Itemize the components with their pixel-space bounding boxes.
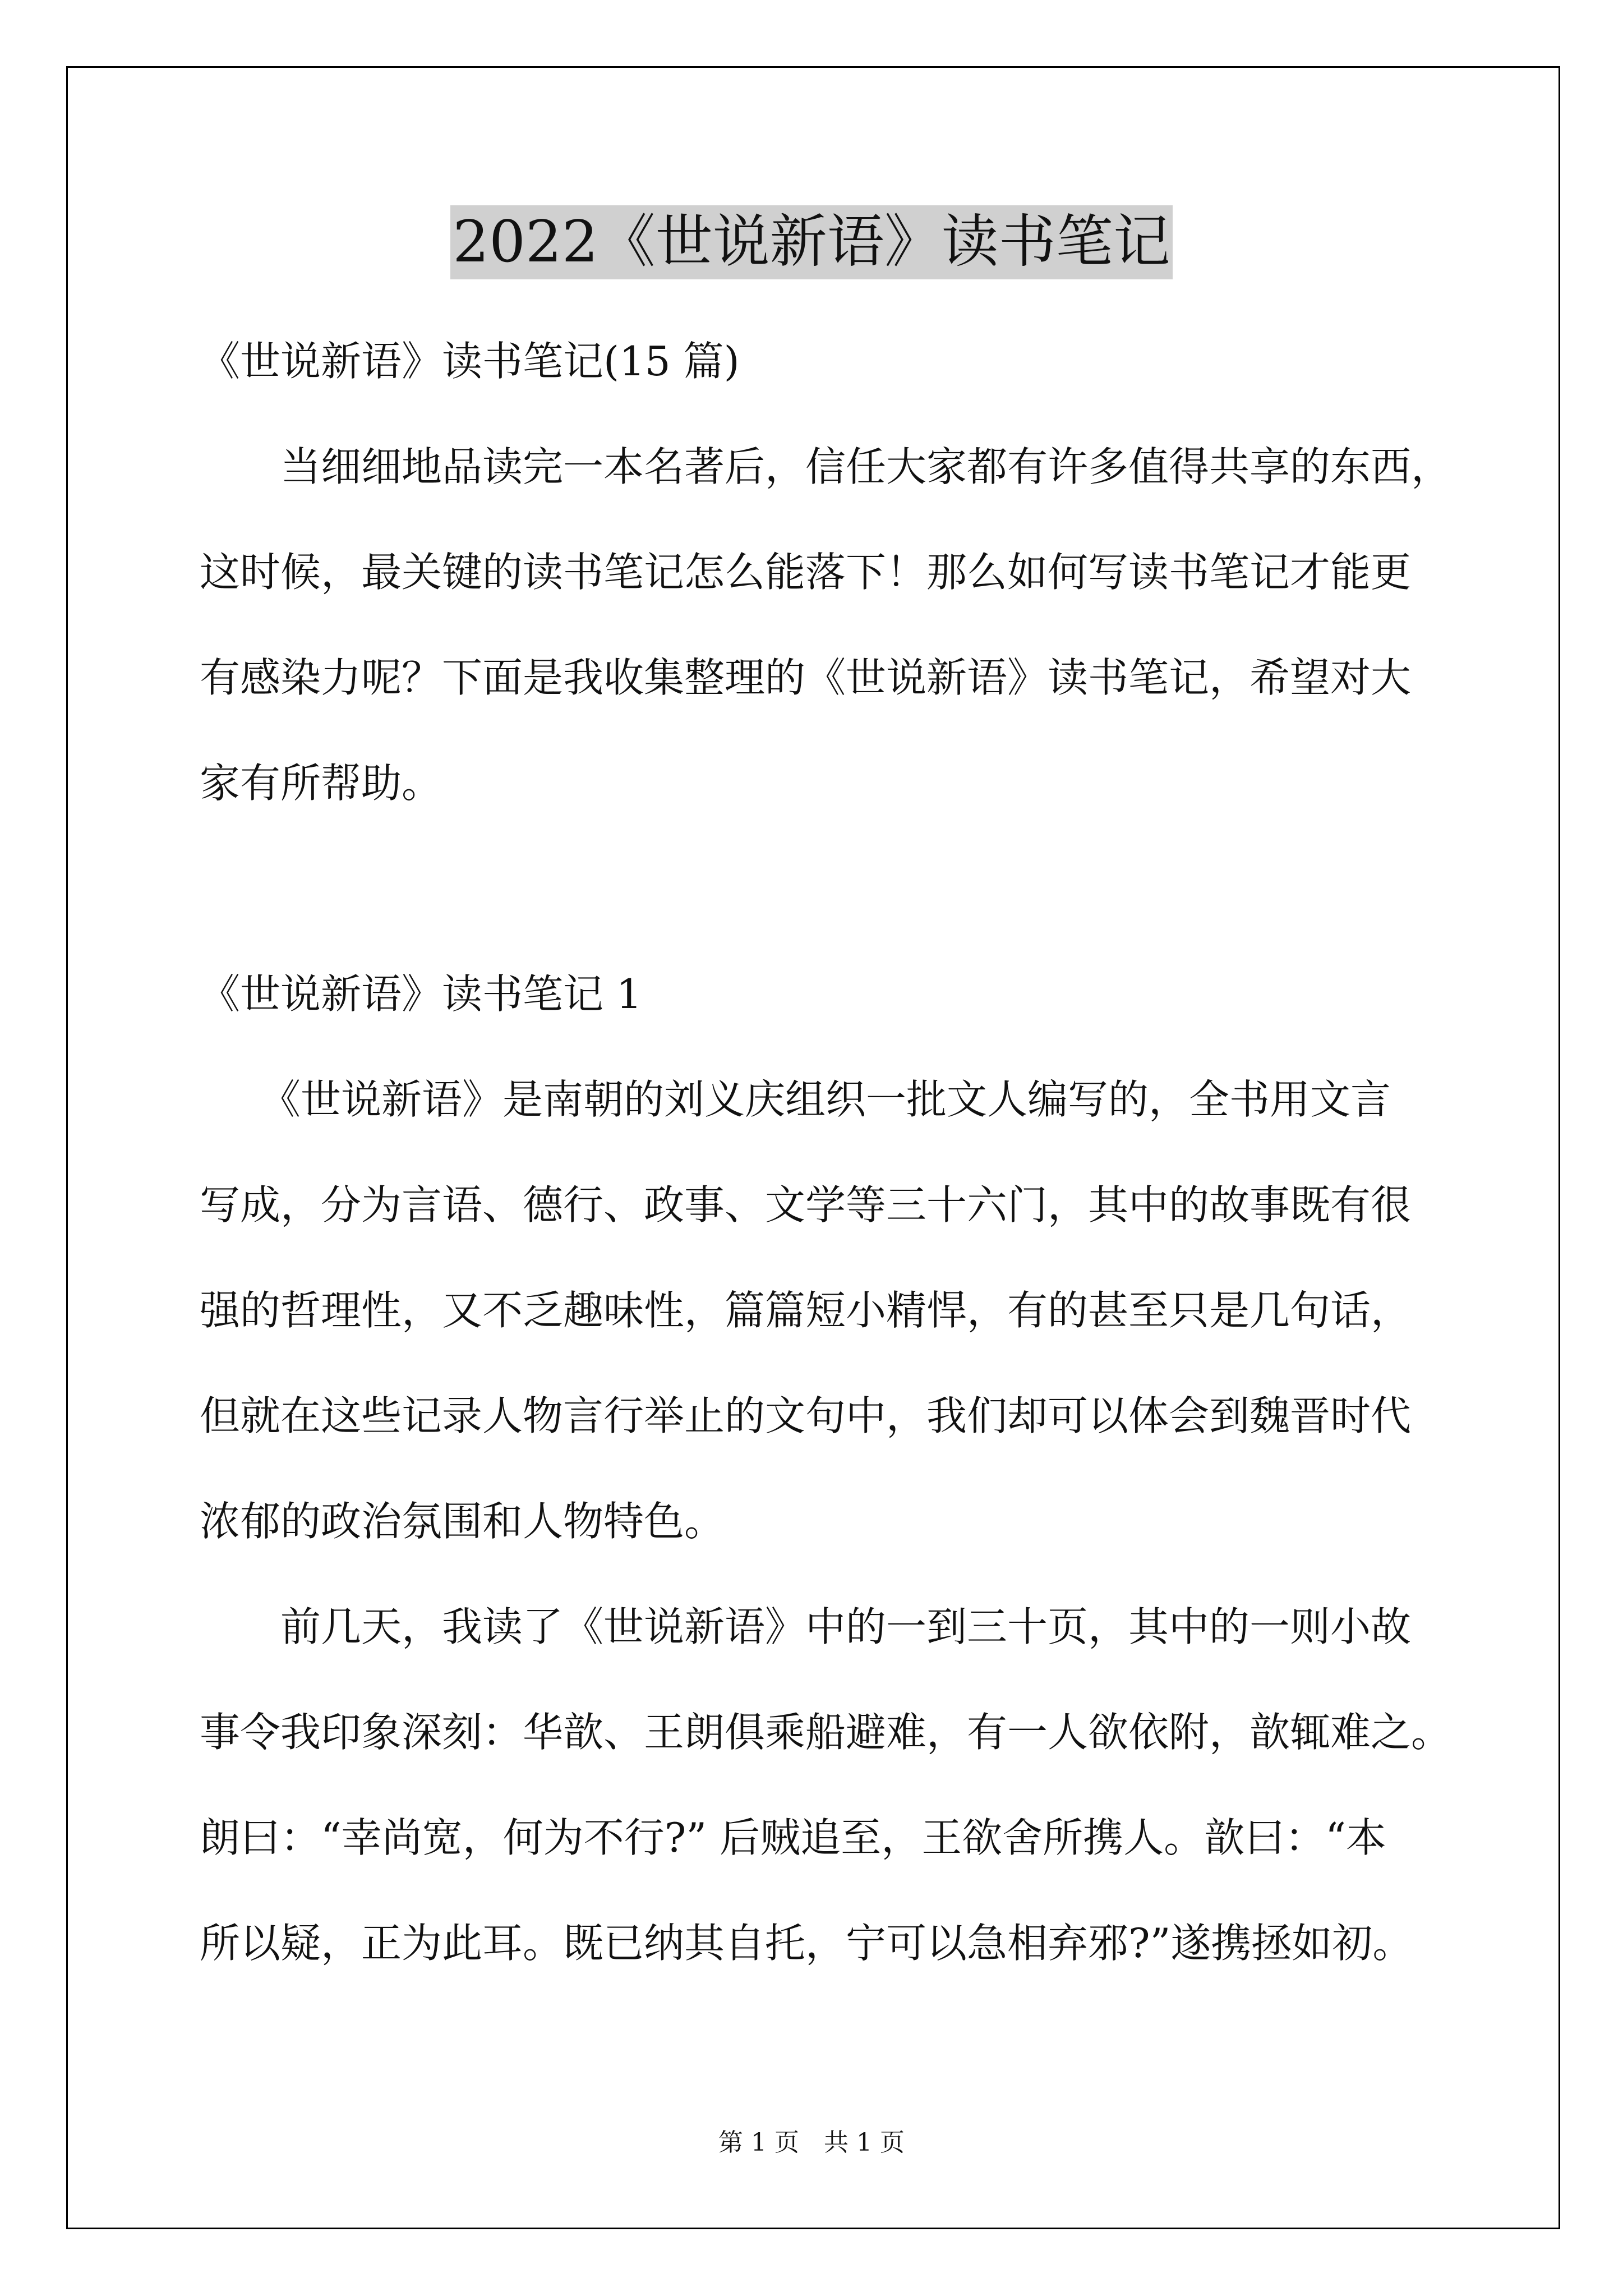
- paragraph-line: 浓郁的政治氛围和人物特色。: [200, 1498, 725, 1545]
- paragraph-line: 强的哲理性，又不乏趣味性，篇篇短小精悍，有的甚至只是几句话，: [200, 1287, 1412, 1334]
- intro-line: 有感染力呢？下面是我收集整理的《世说新语》读书笔记，希望对大: [200, 654, 1412, 701]
- intro-line: 这时候，最关键的读书笔记怎么能落下！那么如何写读书笔记才能更: [200, 549, 1412, 596]
- spacer: [200, 836, 1433, 941]
- paragraph-line: 但就在这些记录人物言行举止的文句中，我们却可以体会到魏晋时代: [200, 1392, 1412, 1439]
- subtitle: 《世说新语》读书笔记(15 篇): [200, 338, 740, 385]
- paragraph-line: 前几天，我读了《世说新语》中的一到三十页，其中的一则小故: [200, 1603, 1412, 1650]
- paragraph-line: 《世说新语》是南朝的刘义庆组织一批文人编写的，全书用文言: [200, 1076, 1391, 1123]
- section-heading: 《世说新语》读书笔记 1: [200, 970, 642, 1018]
- paragraph-line: 事令我印象深刻：华歆、王朗俱乘船避难，有一人欲依附，歆辄难之。: [200, 1709, 1452, 1756]
- title-container: [0, 205, 1623, 279]
- page-footer: 第 1 页 共 1 页: [718, 2128, 905, 2157]
- document-title: 2022《世说新语》读书笔记: [450, 205, 1173, 279]
- paragraph-line: 朗曰：“幸尚宽，何为不行?” 后贼追至，王欲舍所携人。歆曰：“本: [200, 1814, 1386, 1861]
- paragraph-line: 写成，分为言语、德行、政事、文学等三十六门，其中的故事既有很: [200, 1181, 1412, 1228]
- intro-line: 家有所帮助。: [200, 760, 442, 807]
- paragraph-line: 所以疑，正为此耳。既已纳其自托，宁可以急相弃邪?”遂携拯如初。: [200, 1920, 1413, 1967]
- intro-line: 当细细地品读完一本名著后，信任大家都有许多值得共享的东西，: [200, 443, 1452, 490]
- document-body: [200, 309, 1452, 1996]
